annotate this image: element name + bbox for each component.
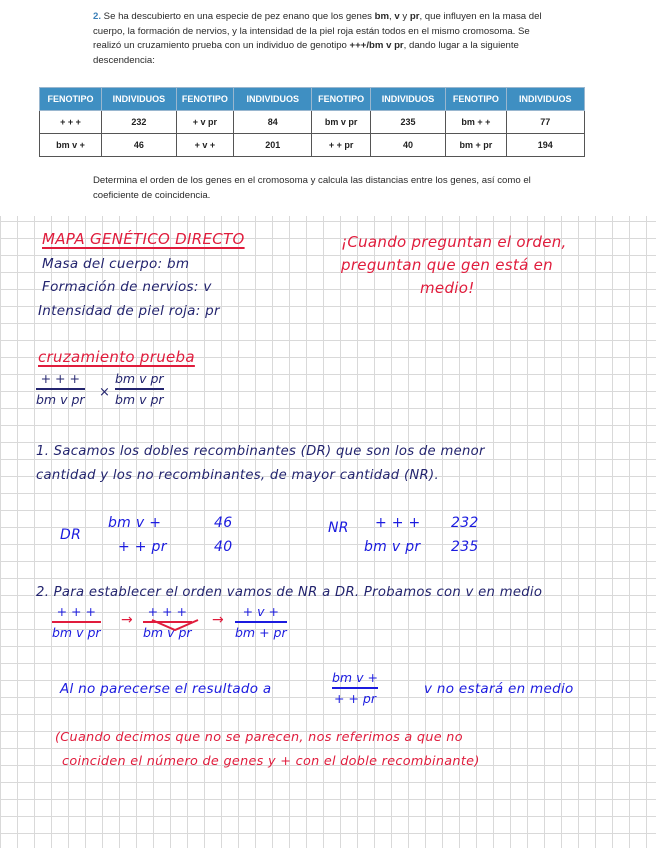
table-cell: 46 xyxy=(102,134,177,157)
table-cell: 201 xyxy=(234,134,312,157)
column-header: INDIVIDUOS xyxy=(234,88,312,111)
dr-label: DR xyxy=(60,527,82,543)
table-header-row xyxy=(40,88,585,111)
column-header: FENOTIPO xyxy=(446,88,506,111)
step-1-line: cantidad y los no recombinantes, de mayor cantidad (NR). xyxy=(36,468,439,483)
table-cell: + + pr xyxy=(312,134,370,157)
table-cell: 232 xyxy=(102,111,177,134)
column-header: INDIVIDUOS xyxy=(506,88,585,111)
table-row xyxy=(40,134,585,157)
cross-fraction-2: bm v pr bm v pr xyxy=(115,371,164,407)
table-cell: + v + xyxy=(176,134,233,157)
step-1-line: 1. Sacamos los dobles recombinantes (DR) que son los de menor xyxy=(36,444,485,459)
dr-genotype: bm v + xyxy=(108,515,162,531)
table-row xyxy=(40,111,585,134)
tip-line: ¡Cuando preguntan el orden, xyxy=(341,233,567,251)
nr-genotype: bm v pr xyxy=(364,539,421,555)
problem-number: 2. xyxy=(93,11,102,22)
table-cell: bm v + xyxy=(40,134,102,157)
arrow-right-icon: → xyxy=(121,612,133,628)
problem-statement: 2. Se ha descubierto en una especie de pez enano que los genes bm, v y pr, que influyen en la masa del cuerpo, la formación de nervios, y la intensidad de la piel roja están todos en el mismo cromosoma. Se realizó un cruzamiento prueba con un individuo de genotipo +++/bm v pr, dando lugar a la siguiente descendencia: xyxy=(93,11,542,66)
cross-times: × xyxy=(99,385,111,400)
step-2-line: 2. Para establecer el orden vamos de NR a DR. Probamos con v en medio xyxy=(36,585,543,600)
map-item: Intensidad de piel roja: pr xyxy=(38,303,220,319)
table-cell: bm + + xyxy=(446,111,506,134)
table-cell: 235 xyxy=(370,111,446,134)
column-header: FENOTIPO xyxy=(312,88,370,111)
nr-count: 232 xyxy=(451,515,479,531)
table-cell: bm v pr xyxy=(312,111,370,134)
nr-count: 235 xyxy=(451,539,479,555)
dr-count: 40 xyxy=(214,539,233,555)
tip-line: medio! xyxy=(420,279,475,297)
note-line: (Cuando decimos que no se parecen, nos referimos a que no xyxy=(55,730,463,745)
tip-line: preguntan que gen está en xyxy=(341,256,553,274)
note-line: coinciden el número de genes y + con el doble recombinante) xyxy=(62,754,480,769)
question-text: Determina el orden de los genes en el cromosoma y calcula las distancias entre los genes, así como el coeficiente de coincidencia. xyxy=(93,175,531,201)
table-cell: bm + pr xyxy=(446,134,506,157)
nr-label: NR xyxy=(328,520,349,536)
table-cell: 84 xyxy=(234,111,312,134)
genotype: +++/bm v pr xyxy=(349,40,404,51)
conclusion-fraction: bm v + + + pr xyxy=(332,670,378,706)
map-item: Formación de nervios: v xyxy=(42,279,212,295)
crossover-icon xyxy=(150,618,200,632)
table-cell: + + + xyxy=(40,111,102,134)
step-2-fraction: + + + bm v pr xyxy=(143,604,192,640)
conclusion-text: Al no parecerse el resultado a xyxy=(60,681,272,697)
column-header: INDIVIDUOS xyxy=(370,88,446,111)
column-header: FENOTIPO xyxy=(40,88,102,111)
map-item: Masa del cuerpo: bm xyxy=(42,256,190,272)
column-header: INDIVIDUOS xyxy=(102,88,177,111)
column-header: FENOTIPO xyxy=(176,88,233,111)
cross-title: cruzamiento prueba xyxy=(38,348,195,366)
cross-fraction-1: + + + bm v pr xyxy=(36,371,85,407)
map-title: MAPA GENÉTICO DIRECTO xyxy=(42,230,245,248)
step-2-fraction: + + + bm v pr xyxy=(52,604,101,640)
table-cell: 194 xyxy=(506,134,585,157)
step-2-fraction: + v + bm + pr xyxy=(235,604,287,640)
table-cell: 77 xyxy=(506,111,585,134)
nr-genotype: + + + xyxy=(375,515,421,531)
arrow-right-icon: → xyxy=(212,612,224,628)
dr-genotype: + + pr xyxy=(118,539,167,555)
phenotype-table xyxy=(39,87,585,157)
dr-count: 46 xyxy=(214,515,233,531)
table-cell: + v pr xyxy=(176,111,233,134)
table-cell: 40 xyxy=(370,134,446,157)
conclusion-text: v no estará en medio xyxy=(424,681,574,697)
printed-problem-area xyxy=(0,0,656,216)
